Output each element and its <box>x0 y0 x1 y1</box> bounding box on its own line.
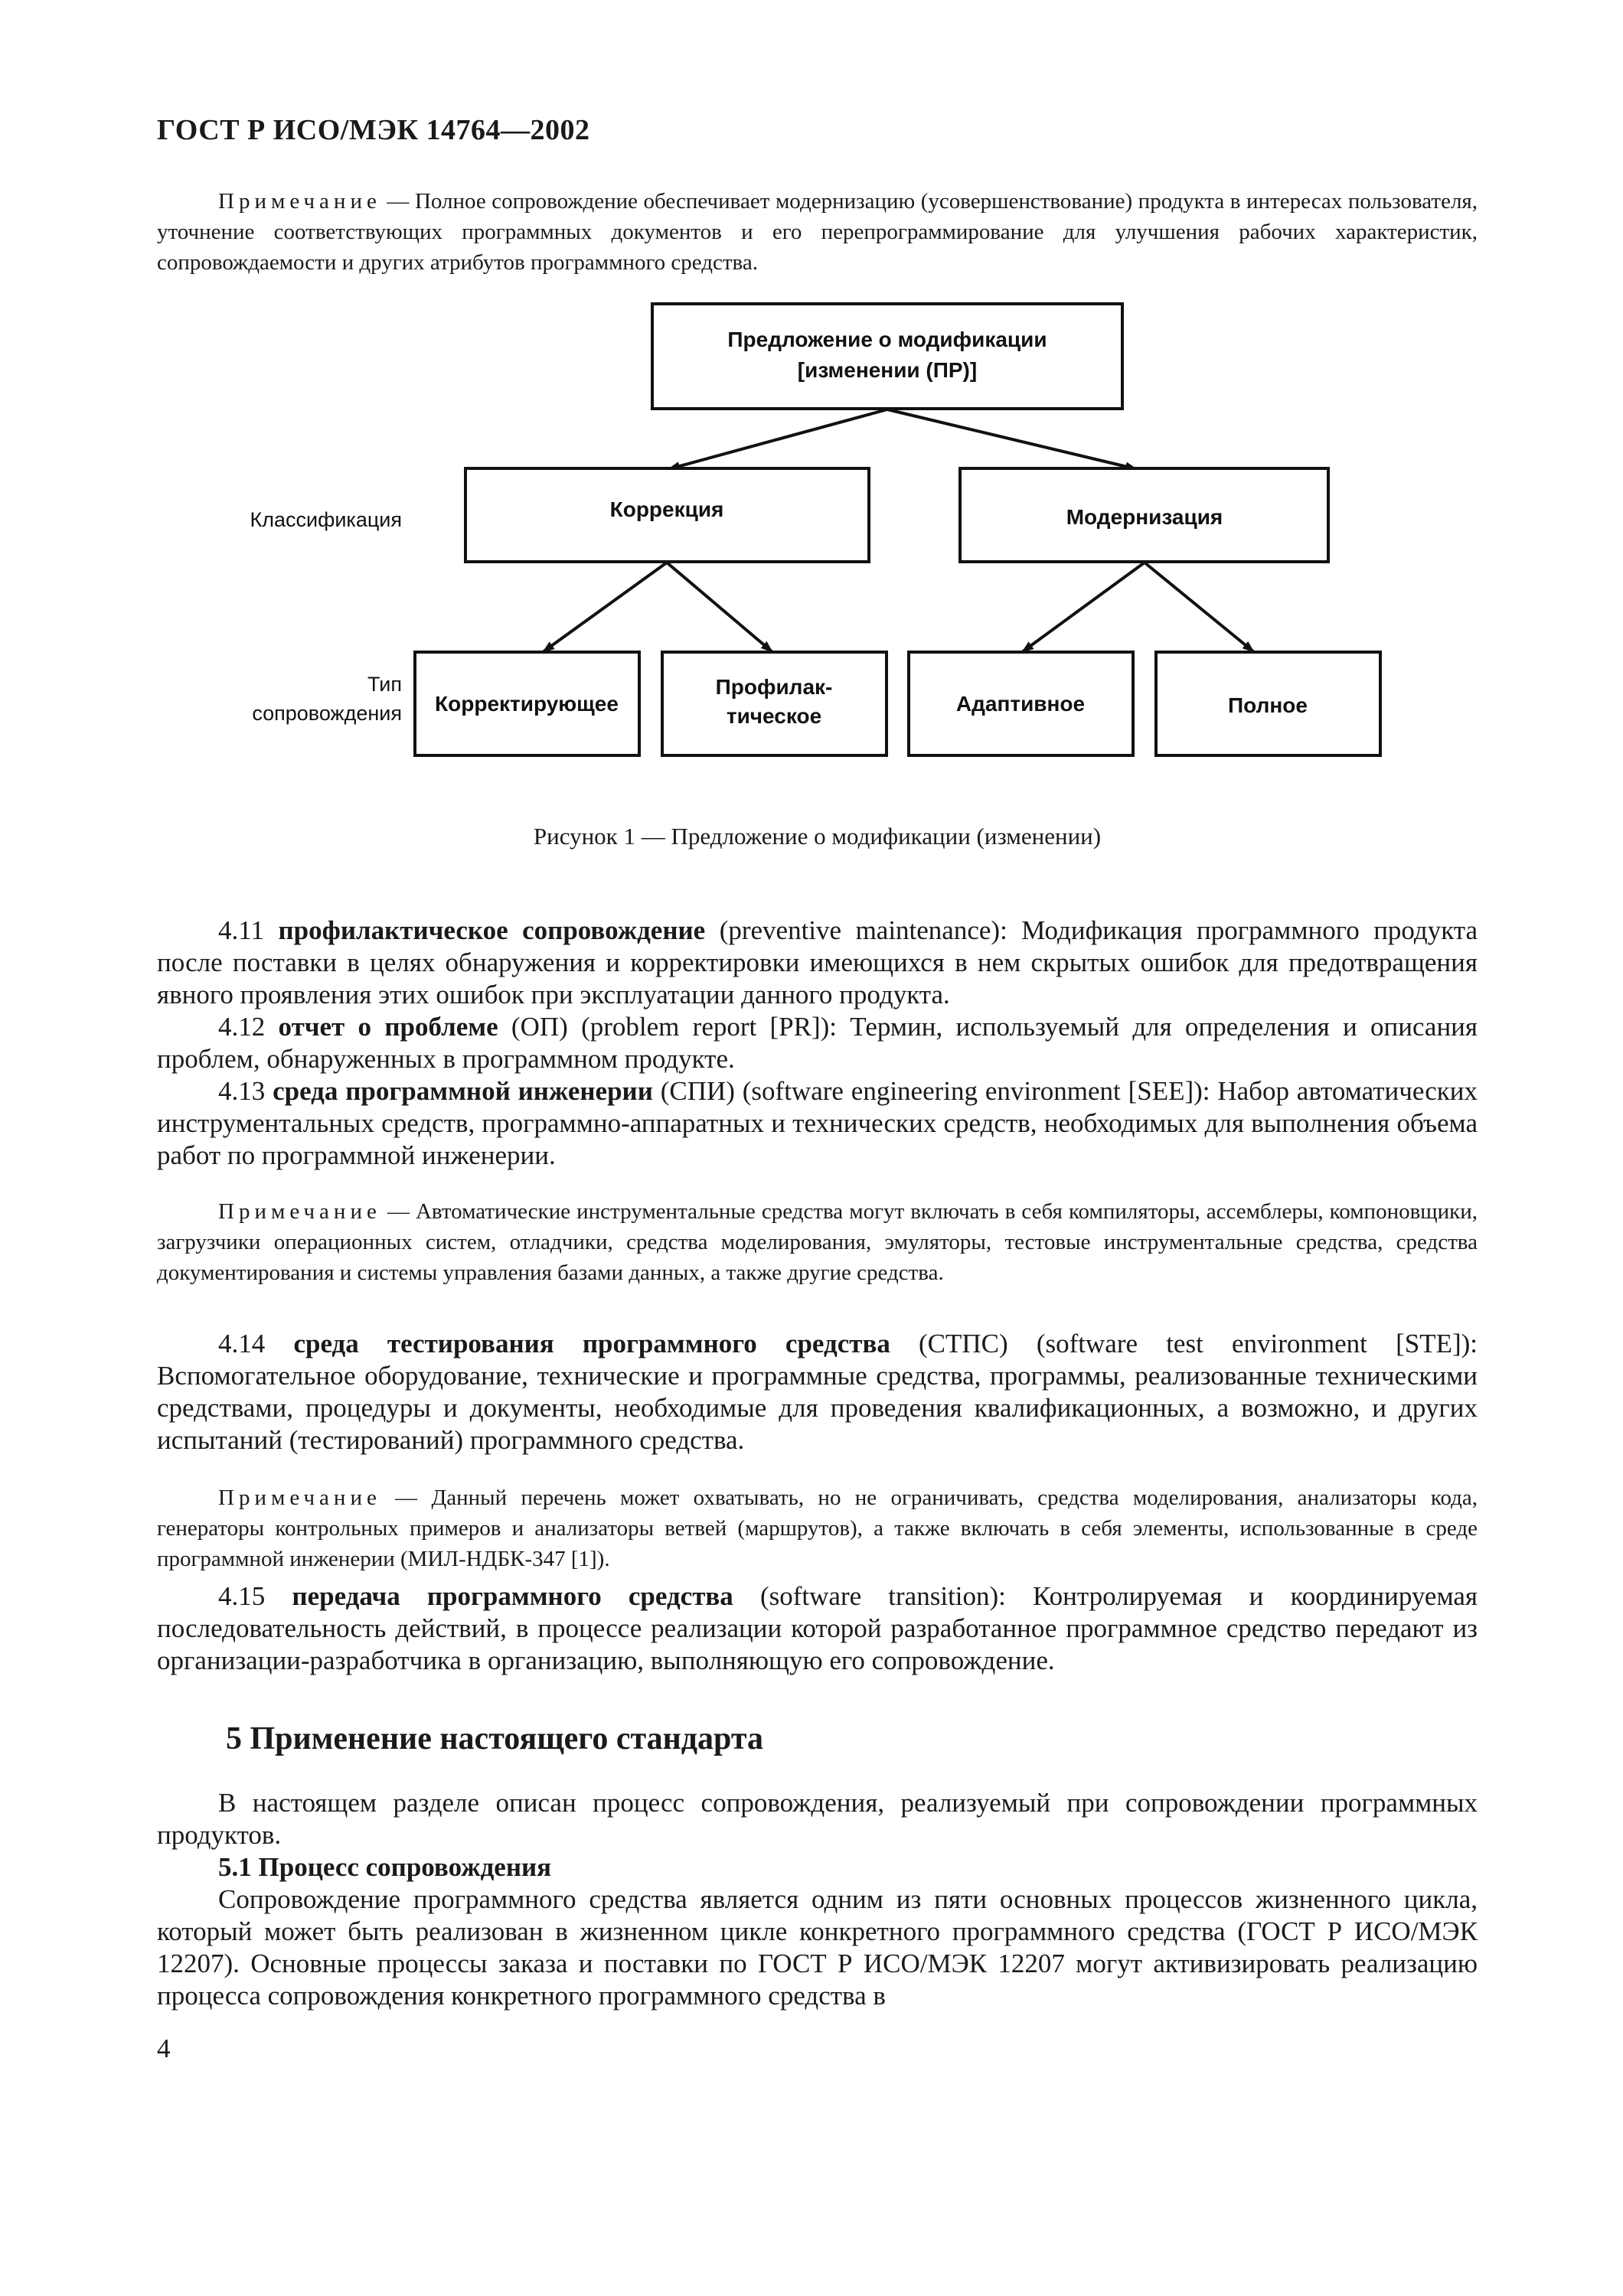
item-number: 4.14 <box>218 1329 294 1358</box>
note-label: Примечание <box>218 1199 381 1224</box>
page-number: 4 <box>157 2033 171 2063</box>
section-5-intro: В настоящем разделе описан процесс сопровождения, реализуемый при сопровождении программных продуктов. <box>157 1788 1478 1850</box>
document-header: ГОСТ Р ИСО/МЭК 14764—2002 <box>157 114 590 146</box>
item-text: (preventive maintenance): Модификация программного продукта после поставки в целях обнаружения и корректировки имеющихся в нем скрытых ошибок для предотвращения явного проявления этих ошибок при эксплуатации данного продукта. <box>157 915 1478 1009</box>
box-adaptive-label: Адаптивное <box>955 692 1086 716</box>
arrow-to-corrective <box>543 563 667 652</box>
subsection-title: 5.1 Процесс сопровождения <box>218 1852 552 1882</box>
item-4-12 <box>157 1011 1478 1075</box>
item-text: (software transition): Контролируемая и координируемая последовательность действий, в процессе реализации которой разработанное программное средство передают из организации-разработчика в организацию, выполняющую его сопровождение. <box>157 1581 1478 1675</box>
item-4-11 <box>157 915 1478 1011</box>
item-4-13 <box>157 1075 1478 1172</box>
item-number: 4.13 <box>218 1076 273 1106</box>
item-4-15 <box>157 1580 1478 1677</box>
section-5-1-heading <box>157 1851 1478 1883</box>
item-number: 4.12 <box>218 1012 279 1042</box>
note-test-environment <box>157 1482 1478 1574</box>
section-5-1-text: Сопровождение программного средства является одним из пяти основных процессов жизненного цикла, который может быть реализован в жизненном цикле конкретного программного средства (ГОСТ Р ИСО/МЭК 12207). Основные процессы заказа и поставки по ГОСТ Р ИСО/МЭК 12207 могут активизировать реализацию процесса сопровождения конкретного программного средства в <box>157 1884 1478 2011</box>
item-term: передача программного средства <box>292 1581 733 1611</box>
side-label-type-line1: Тип <box>367 673 402 696</box>
note-text: — Автоматические инструментальные средства могут включать в себя компиляторы, ассемблеры, компоновщики, загрузчики операционных систем, отладчики, средства моделирования, эмуляторы, тестовые инструментальные средства, средства документирования и системы управления базами данных, а также другие средства. <box>157 1199 1478 1285</box>
item-text: (ОП) (problem report [PR]): Термин, используемый для определения и описания проблем, обнаруженных в программном продукте. <box>157 1012 1478 1074</box>
arrow-to-full <box>1145 563 1254 652</box>
item-number: 4.15 <box>218 1581 292 1611</box>
box-preventive-line1: Профилак- <box>715 675 833 699</box>
section-5-heading: 5 Применение настоящего стандарта <box>226 1721 764 1756</box>
figure-caption: Рисунок 1 — Предложение о модификации (изменении) <box>533 823 1102 850</box>
item-term: профилактическое сопровождение <box>278 915 706 945</box>
box-top-line2: [изменении (ПР)] <box>797 358 978 382</box>
note-full-maintenance <box>157 186 1478 278</box>
item-number: 4.11 <box>218 915 279 945</box>
arrow-to-preventive <box>667 563 772 652</box>
figure-modification-proposal <box>157 295 1478 784</box>
arrow-to-adaptive <box>1022 563 1145 652</box>
item-term: отчет о проблеме <box>278 1012 498 1042</box>
arrow-to-correction <box>668 409 887 469</box>
box-modification-proposal <box>652 304 1122 409</box>
note-text: — Полное сопровождение обеспечивает модернизацию (усовершенствование) продукта в интересах пользователя, уточнение соответствующих программных документов и его перепрограммирование для улучшения рабочих характеристик, сопровождаемости и других атрибутов программного средства. <box>157 189 1478 275</box>
diagram-svg <box>157 295 1478 784</box>
side-label-type-line2: сопровождения <box>252 702 402 725</box>
box-corrective-label: Корректирующее <box>435 692 619 716</box>
box-correction-label: Коррекция <box>609 497 724 521</box>
note-text: — Данный перечень может охватывать, но не ограничивать, средства моделирования, анализаторы кода, генераторы контрольных примеров и анализаторы ветвей (маршрутов), а также включать в себя элементы, использованные в среде программной инженерии (МИЛ-НДБК-347 [1]). <box>157 1486 1478 1571</box>
note-label: Примечание <box>218 189 381 214</box>
item-term: среда программной инженерии <box>273 1076 653 1106</box>
side-label-classification: Классификация <box>250 508 402 531</box>
box-top-line1: Предложение о модификации <box>727 328 1047 351</box>
item-text: (СТПС) (software test environment [STE]): Вспомогательное оборудование, технические и программные средства, программы, реализованные техническими средствами, процедуры и документы, необходимые для проведения квалификационных, а возможно, и других испытаний (тестирований) программного средства. <box>157 1329 1478 1455</box>
item-4-14 <box>157 1328 1478 1456</box>
box-preventive-line2: тическое <box>726 704 822 728</box>
item-term: среда тестирования программного средства <box>293 1329 890 1358</box>
section-5-1 <box>157 1851 1478 2012</box>
box-full-label: Полное <box>1228 693 1308 717</box>
item-text: (СПИ) (software engineering environment [SEE]): Набор автоматических инструментальных средств, программно-аппаратных и технических средств, необходимых для выполнения объема работ по программной инженерии. <box>157 1076 1478 1170</box>
note-tools <box>157 1196 1478 1288</box>
note-label: Примечание <box>218 1486 381 1510</box>
box-modernization-label: Модернизация <box>1066 505 1223 529</box>
arrow-to-modernization <box>887 409 1137 469</box>
